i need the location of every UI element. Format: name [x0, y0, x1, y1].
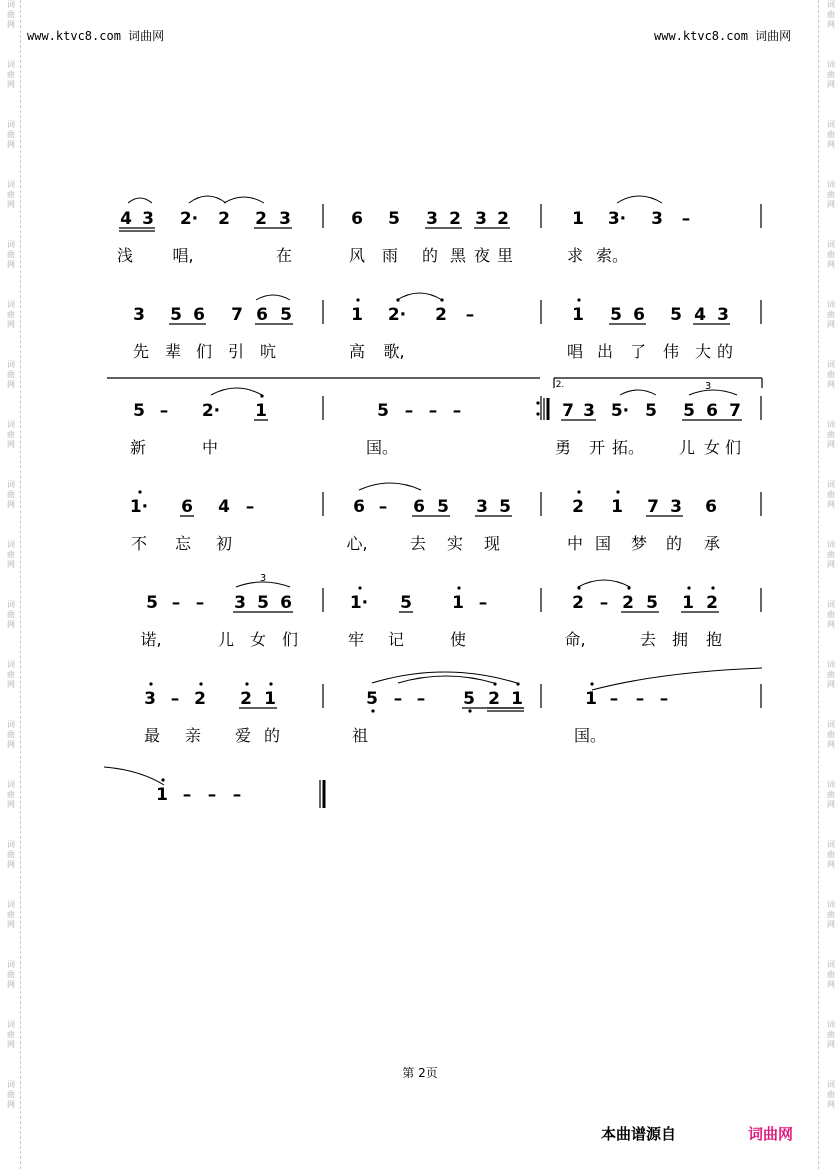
octave-dot	[371, 709, 374, 712]
note: 1·	[129, 497, 149, 517]
note: 1	[572, 305, 584, 325]
header-url[interactable]: www.ktvc8.com	[27, 29, 121, 43]
watermark-glyph-group: 词 曲 网	[827, 960, 835, 989]
note: –	[159, 401, 169, 421]
note: –	[170, 689, 180, 709]
note: 6	[706, 401, 718, 421]
lyric-syllable: 们	[724, 438, 742, 457]
octave-dot	[161, 778, 164, 781]
lyric-syllable: 辈	[164, 342, 182, 361]
note: –	[182, 785, 192, 805]
note: 1	[452, 593, 464, 613]
note: 5	[377, 401, 389, 421]
slur	[578, 580, 630, 587]
note: 5	[670, 305, 682, 325]
watermark-glyph-group: 词 曲 网	[827, 720, 835, 749]
note: 1	[511, 689, 523, 709]
note: 7	[562, 401, 574, 421]
octave-dot	[536, 412, 539, 415]
lyric-syllable: 了	[629, 342, 647, 361]
note: 6	[705, 497, 717, 517]
note: –	[681, 209, 691, 229]
lyric-syllable: 女	[703, 438, 721, 457]
watermark-glyph-group: 词 曲 网	[7, 360, 15, 389]
lyric-syllable: 中	[566, 534, 584, 553]
header-url[interactable]: www.ktvc8.com	[654, 29, 748, 43]
octave-dot	[536, 401, 539, 404]
lyric-syllable: 引	[227, 342, 245, 361]
watermark-glyph-group: 词 曲 网	[827, 360, 835, 389]
note: 5	[257, 593, 269, 613]
watermark-glyph-group: 词 曲 网	[7, 180, 15, 209]
slur	[372, 672, 517, 683]
note: 5	[400, 593, 412, 613]
lyric-syllable: 国	[594, 534, 612, 553]
note: 3	[426, 209, 438, 229]
note: –	[599, 593, 609, 613]
slur	[128, 198, 152, 203]
octave-dot	[138, 490, 141, 493]
lyric-syllable: 初	[215, 534, 233, 553]
octave-dot	[468, 709, 471, 712]
tie	[104, 767, 164, 785]
lyric-syllable: 高	[348, 342, 366, 361]
note: 2	[572, 497, 584, 517]
lyric-syllable: 的	[665, 534, 683, 553]
note: 5	[610, 305, 622, 325]
watermark-glyph-group: 词 曲 网	[827, 600, 835, 629]
slur	[256, 295, 290, 300]
note: –	[609, 689, 619, 709]
note: 6	[351, 209, 363, 229]
lyric-syllable: 风	[348, 246, 366, 265]
lyric-syllable: 中	[201, 438, 219, 457]
note: 2	[706, 593, 718, 613]
slur	[359, 483, 421, 490]
octave-dot	[457, 586, 460, 589]
note: 2	[194, 689, 206, 709]
lyric-syllable: 出	[596, 342, 614, 361]
triplet-number: 3	[259, 573, 267, 584]
note: 3	[133, 305, 145, 325]
note: 2	[572, 593, 584, 613]
note: –	[428, 401, 438, 421]
note: 5	[388, 209, 400, 229]
note: 4	[120, 209, 132, 229]
lyric-syllable: 在	[275, 246, 293, 265]
note: 3	[651, 209, 663, 229]
lyric-syllable: 的	[421, 246, 439, 265]
note: 2	[449, 209, 461, 229]
note: 4	[218, 497, 230, 517]
lyric-syllable: 求	[566, 246, 584, 265]
note: –	[245, 497, 255, 517]
slur	[397, 293, 442, 300]
note: 3	[144, 689, 156, 709]
watermark-glyph-group: 词 曲 网	[827, 240, 835, 269]
watermark-glyph-group: 词 曲 网	[7, 1020, 15, 1049]
slur	[224, 197, 264, 203]
watermark-glyph-group: 词 曲 网	[7, 120, 15, 149]
note: 3	[476, 497, 488, 517]
note: 2·	[201, 401, 221, 421]
watermark-glyph-group: 词 曲 网	[7, 780, 15, 809]
note: 5	[437, 497, 449, 517]
octave-dot	[577, 298, 580, 301]
watermark-glyph-group: 词 曲 网	[7, 0, 15, 29]
note: –	[478, 593, 488, 613]
watermark-glyph-group: 词 曲 网	[827, 540, 835, 569]
slur	[689, 390, 737, 395]
lyric-syllable: 最	[143, 726, 161, 745]
lyric-syllable: 忘	[174, 534, 192, 553]
note: 1	[585, 689, 597, 709]
octave-dot	[687, 586, 690, 589]
note: 1	[611, 497, 623, 517]
lyric-syllable: 儿	[678, 438, 696, 457]
watermark-glyph-group: 词 曲 网	[827, 300, 835, 329]
header-site-name: 词曲网	[755, 29, 792, 43]
lyric-syllable: 承	[703, 534, 721, 553]
note: 5	[366, 689, 378, 709]
lyric-syllable: 国。	[573, 726, 607, 745]
note: 2	[435, 305, 447, 325]
note: 6	[353, 497, 365, 517]
note: 5	[146, 593, 158, 613]
lyric-syllable: 伟	[662, 342, 680, 361]
lyric-syllable: 吭	[259, 342, 277, 361]
note: 2	[497, 209, 509, 229]
note: 5	[133, 401, 145, 421]
lyric-syllable: 梦	[630, 534, 648, 553]
note: 6	[181, 497, 193, 517]
octave-dot	[590, 682, 593, 685]
watermark-glyph-group: 词 曲 网	[827, 480, 835, 509]
note: –	[171, 593, 181, 613]
lyric-syllable: 勇	[554, 438, 572, 457]
tie	[592, 668, 762, 690]
lyric-syllable: 夜	[473, 246, 491, 265]
slur	[189, 196, 226, 203]
slur	[211, 388, 262, 395]
note: 2	[488, 689, 500, 709]
slur	[617, 196, 662, 203]
lyric-syllable: 不	[130, 534, 148, 553]
watermark-glyph-group: 词 曲 网	[7, 660, 15, 689]
lyric-syllable: 去	[409, 534, 427, 553]
note: 5	[170, 305, 182, 325]
lyric-syllable: 抱	[705, 630, 723, 649]
lyric-syllable: 命,	[564, 630, 586, 649]
octave-dot	[616, 490, 619, 493]
note: 1·	[349, 593, 369, 613]
lyric-syllable: 浅	[116, 246, 134, 265]
watermark-glyph-group: 词 曲 网	[7, 900, 15, 929]
watermark-glyph-group: 词 曲 网	[7, 420, 15, 449]
lyric-syllable: 去	[639, 630, 657, 649]
note: 6	[633, 305, 645, 325]
lyric-syllable: 现	[483, 534, 501, 553]
lyric-syllable: 记	[387, 630, 405, 649]
octave-dot	[358, 586, 361, 589]
watermark-glyph-group: 词 曲 网	[7, 540, 15, 569]
note: 3	[142, 209, 154, 229]
note: 1	[351, 305, 363, 325]
lyric-syllable: 大	[694, 342, 712, 361]
watermark-glyph-group: 词 曲 网	[827, 60, 835, 89]
lyric-syllable: 里	[496, 246, 514, 265]
octave-dot	[711, 586, 714, 589]
note: 6	[193, 305, 205, 325]
note: –	[465, 305, 475, 325]
volta-number: 2.	[555, 380, 565, 390]
note: 2	[255, 209, 267, 229]
lyric-syllable: 们	[195, 342, 213, 361]
octave-dot	[149, 682, 152, 685]
note: 1	[156, 785, 168, 805]
octave-dot	[577, 490, 580, 493]
lyric-syllable: 拥	[671, 630, 689, 649]
lyric-syllable: 牢	[347, 630, 365, 649]
note: 3	[234, 593, 246, 613]
note: 5·	[610, 401, 630, 421]
lyric-syllable: 拓。	[611, 438, 645, 457]
lyric-syllable: 的	[716, 342, 734, 361]
lyric-syllable: 诺,	[140, 630, 162, 649]
watermark-glyph-group: 词 曲 网	[7, 840, 15, 869]
watermark-glyph-group: 词 曲 网	[7, 240, 15, 269]
note: 3	[717, 305, 729, 325]
watermark-glyph-group: 词 曲 网	[827, 1080, 835, 1109]
note: 3	[670, 497, 682, 517]
note: –	[404, 401, 414, 421]
watermark-glyph-group: 词 曲 网	[827, 1020, 835, 1049]
octave-dot	[199, 682, 202, 685]
watermark-glyph-group: 词 曲 网	[827, 660, 835, 689]
note: –	[393, 689, 403, 709]
note: –	[635, 689, 645, 709]
note: 1	[264, 689, 276, 709]
note: 2	[622, 593, 634, 613]
lyric-syllable: 祖	[351, 726, 369, 745]
watermark-glyph-group: 词 曲 网	[7, 300, 15, 329]
note: 3	[279, 209, 291, 229]
note: 2·	[387, 305, 407, 325]
lyric-syllable: 实	[446, 534, 464, 553]
lyric-syllable: 的	[263, 726, 281, 745]
watermark-glyph-group: 词 曲 网	[827, 120, 835, 149]
note: –	[195, 593, 205, 613]
note: 1	[572, 209, 584, 229]
note: 1	[682, 593, 694, 613]
note: 7	[729, 401, 741, 421]
watermark-glyph-group: 词 曲 网	[7, 600, 15, 629]
note: 5	[646, 593, 658, 613]
header-site-name: 词曲网	[128, 29, 165, 43]
lyric-syllable: 新	[129, 438, 147, 457]
footer-source-label: 本曲谱源自	[601, 1125, 677, 1143]
note: –	[378, 497, 388, 517]
watermark-glyph-group: 词 曲 网	[7, 1080, 15, 1109]
note: 1	[255, 401, 267, 421]
note: 5	[463, 689, 475, 709]
lyric-syllable: 使	[449, 630, 467, 649]
note: 3	[583, 401, 595, 421]
note: 7	[231, 305, 243, 325]
watermark-glyph-group: 词 曲 网	[827, 900, 835, 929]
watermark-glyph-group: 词 曲 网	[827, 780, 835, 809]
watermark-glyph-group: 词 曲 网	[827, 840, 835, 869]
lyric-syllable: 雨	[381, 246, 399, 265]
page-number: 第 2页	[402, 1066, 438, 1080]
lyric-syllable: 们	[281, 630, 299, 649]
watermark-glyph-group: 词 曲 网	[7, 720, 15, 749]
triplet-number: 3	[704, 381, 712, 392]
lyric-syllable: 黑	[449, 246, 467, 265]
note: 5	[499, 497, 511, 517]
slur	[398, 676, 494, 683]
lyric-syllable: 唱	[566, 342, 584, 361]
note: 5	[683, 401, 695, 421]
note: –	[452, 401, 462, 421]
watermark-glyph-group: 词 曲 网	[827, 180, 835, 209]
lyric-syllable: 儿	[217, 630, 235, 649]
note: 3·	[607, 209, 627, 229]
lyric-syllable: 国。	[365, 438, 399, 457]
lyric-syllable: 先	[132, 342, 150, 361]
watermark-glyph-group: 词 曲 网	[827, 420, 835, 449]
octave-dot	[245, 682, 248, 685]
watermark-glyph-group: 词 曲 网	[7, 960, 15, 989]
lyric-syllable: 女	[249, 630, 267, 649]
note: 2	[218, 209, 230, 229]
lyric-syllable: 爱	[234, 726, 252, 745]
note: 2	[240, 689, 252, 709]
watermark-glyph-group: 词 曲 网	[7, 480, 15, 509]
lyric-syllable: 心,	[346, 534, 368, 553]
octave-dot	[356, 298, 359, 301]
note: 6	[256, 305, 268, 325]
note: 3	[475, 209, 487, 229]
footer-brand[interactable]: 词曲网	[748, 1125, 794, 1143]
lyric-syllable: 索。	[595, 246, 629, 265]
watermark-glyph-group: 词 曲 网	[827, 0, 835, 29]
note: –	[416, 689, 426, 709]
lyric-syllable: 歌,	[383, 342, 405, 361]
note: 4	[694, 305, 706, 325]
note: 5	[280, 305, 292, 325]
note: –	[207, 785, 217, 805]
note: 5	[645, 401, 657, 421]
lyric-syllable: 亲	[184, 726, 202, 745]
note: 7	[647, 497, 659, 517]
octave-dot	[269, 682, 272, 685]
watermark-glyph-group: 词 曲 网	[7, 60, 15, 89]
note: 6	[413, 497, 425, 517]
note: 6	[280, 593, 292, 613]
lyric-syllable: 唱,	[172, 246, 194, 265]
note: –	[232, 785, 242, 805]
note: –	[659, 689, 669, 709]
lyric-syllable: 开	[588, 438, 606, 457]
slur	[620, 390, 656, 395]
note: 2·	[179, 209, 199, 229]
